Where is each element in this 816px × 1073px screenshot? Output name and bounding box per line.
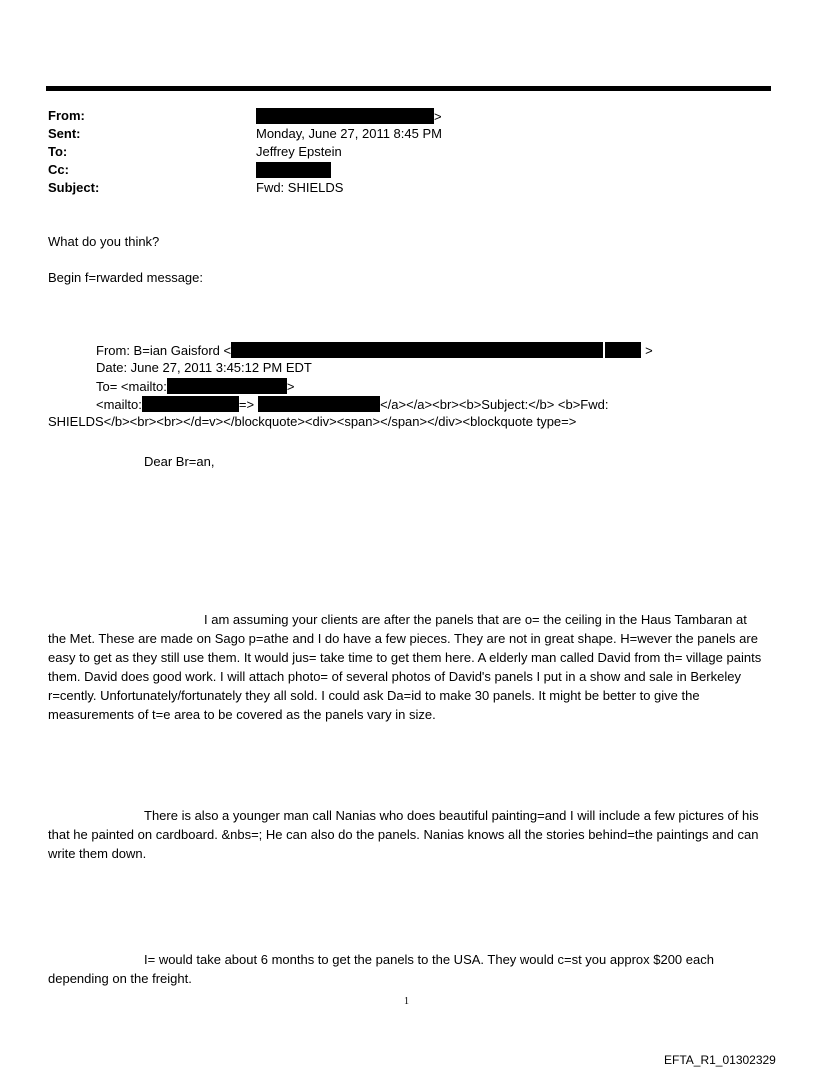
forwarded-to-prefix: To= <mailto: [96,379,167,394]
forwarded-from-suffix: > [645,343,653,358]
redaction-bar [256,162,331,178]
mailto-tail: </a></a><br><b>Subject:</b> <b>Fwd: [380,397,609,412]
from-suffix: > [434,109,442,124]
mailto-prefix: <mailto: [96,397,142,412]
paragraph-nanias: There is also a younger man call Nanias who does beautiful painting=and I will include a few pictures of his that he painted on cardboard. &nbs=; He can also do the panels. Nanias knows all the stories behind=the paintings and can write them down. [48,808,759,861]
mailto-mid: => [238,397,255,412]
intro-text: What do you think? [48,234,160,249]
bates-number: EFTA_R1_01302329 [664,1053,776,1067]
forwarded-from [96,342,653,358]
greeting: Dear Br=an, [144,454,215,469]
forwarded-mailto-line2: SHIELDS</b><br><br></d=v></blockquote><div><span></span></div><blockquote type=> [48,414,577,429]
redaction-bar [256,108,434,124]
redaction-bar [605,342,641,358]
forwarded-to-suffix: > [286,379,295,394]
subject-label: Subject: [48,180,100,195]
paragraph-panels: I am assuming your clients are after the panels that are o= the ceiling in the Haus Tambaran at the Met. These are made on Sago p=athe and I do have a few pieces. They are not in great shape. H=wever the panels are easy to get as they still use them. It would jus= take time to get them here. A elderly man called David from th= village paints them. David does good work. I will attach photo= of several photos of David's panels I put in a show and sale in Berkeley r=cently. Unfortunately/fortunately they all sold. I could ask Da=id to make 30 panels. It might be better to give the measurements of t=e area to be covered as the panels vary in size. [48,612,762,722]
redaction-bar [167,378,287,394]
forwarded-from-prefix: From: B=ian Gaisford < [96,343,232,358]
redaction-bar [142,396,239,412]
subject-value: Fwd: SHIELDS [256,180,344,195]
to-value: Jeffrey Epstein [256,144,342,159]
cc-value [256,162,331,178]
forwarded-to [96,378,294,394]
sent-label: Sent: [48,126,81,141]
page-number: 1 [404,996,409,1007]
from-value [256,108,442,124]
cc-label: Cc: [48,162,69,177]
to-label: To: [48,144,68,159]
from-label: From: [48,108,85,123]
redaction-bar [231,342,603,358]
header-rule [46,86,771,91]
forwarded-mailto [96,396,608,412]
sent-value: Monday, June 27, 2011 8:45 PM [256,126,442,141]
paragraph-shipping: I= would take about 6 months to get the panels to the USA. They would c=st you approx $200 each depending on the freight. [48,952,714,986]
forwarded-date: Date: June 27, 2011 3:45:12 PM EDT [96,360,312,375]
redaction-bar [258,396,380,412]
begin-forwarded-text: Begin f=rwarded message: [48,270,204,285]
